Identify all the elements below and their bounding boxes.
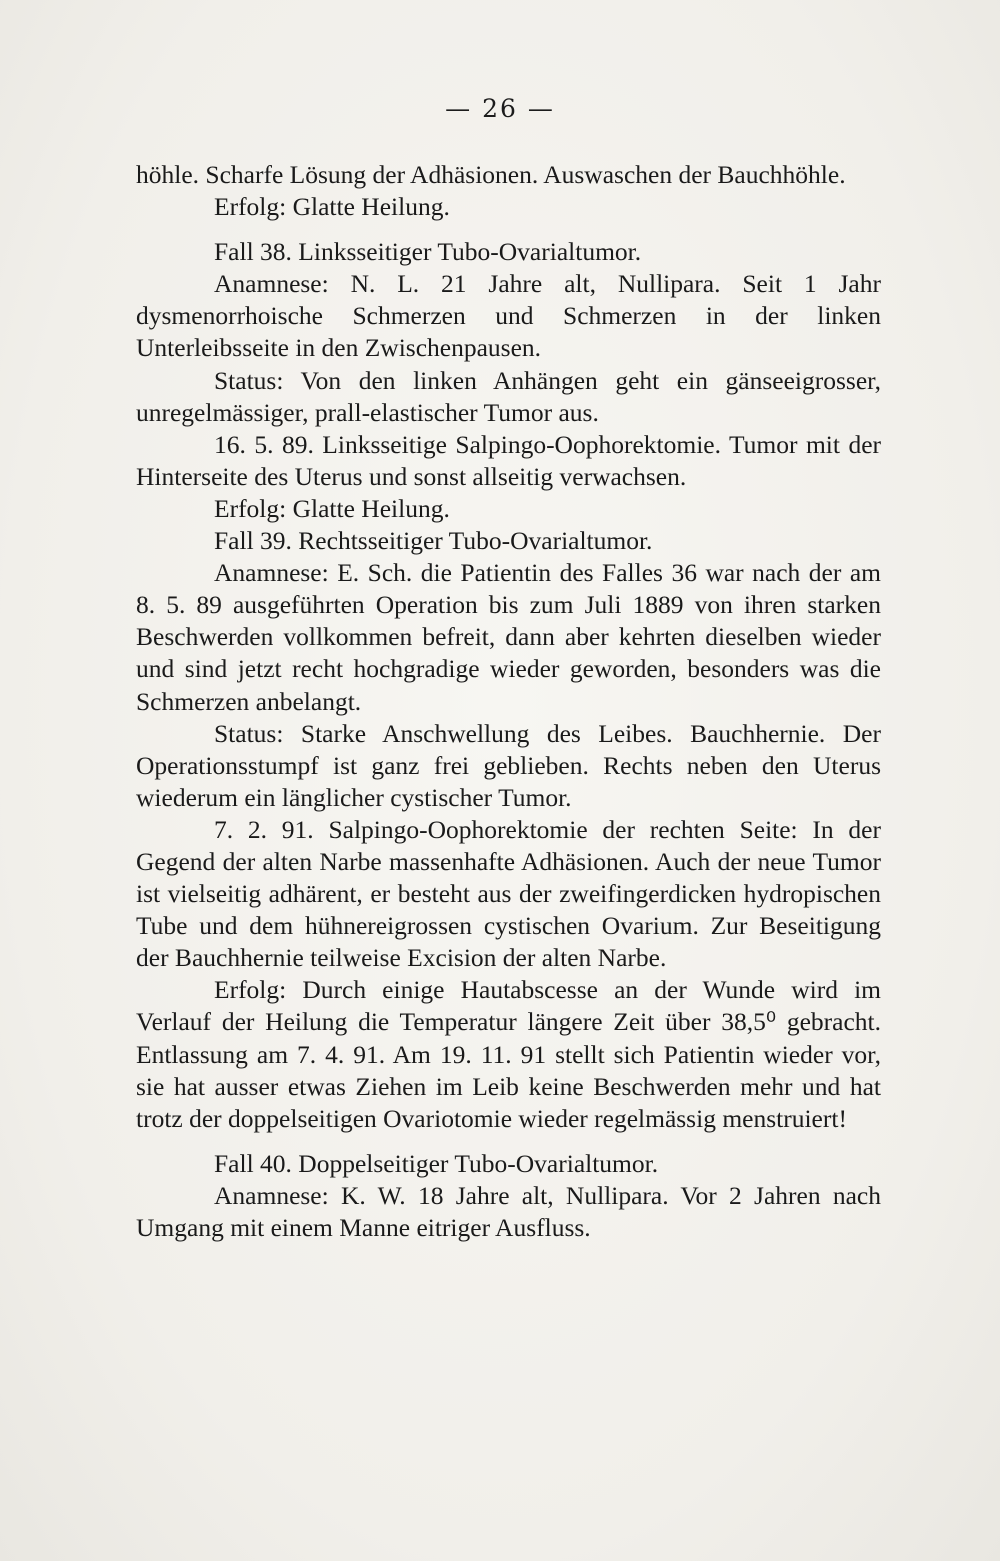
case-heading: Fall 40. Doppelseitiger Tubo-Ovarialtumor. bbox=[214, 1148, 659, 1178]
paragraph: 16. 5. 89. Linksseitige Salpingo-Oophorektomie. Tumor mit der Hinterseite des Uterus und sonst allseitig verwachsen. bbox=[136, 429, 881, 491]
page-number-header: — 26 — bbox=[445, 94, 555, 123]
paragraph: Erfolg: Glatte Heilung. bbox=[214, 192, 450, 222]
paragraph: Status: Starke Anschwellung des Leibes. Bauchhernie. Der Operationsstumpf ist ganz frei geblieben. Rechts neben den Uterus wiederum ein länglicher cystischer Tumor. bbox=[136, 718, 881, 812]
body-text bbox=[136, 159, 881, 1244]
paragraph: Anamnese: K. W. 18 Jahre alt, Nullipara. Vor 2 Jahren nach Umgang mit einem Manne eitriger Ausfluss. bbox=[136, 1180, 881, 1242]
paragraph: höhle. Scharfe Lösung der Adhäsionen. Auswaschen der Bauchhöhle. bbox=[136, 160, 846, 189]
paragraph: Erfolg: Durch einige Hautabscesse an der Wunde wird im Verlauf der Heilung die Temperatur längere Zeit über 38,5⁰ gebracht. Entlassung am 7. 4. 91. Am 19. 11. 91 stellt sich Patientin wieder vor, sie hat ausser etwas Ziehen im Leib keine Beschwerden mehr und hat trotz der doppelseitigen Ovariotomie wieder regelmässig menstruiert! bbox=[136, 975, 881, 1133]
paragraph: 7. 2. 91. Salpingo-Oophorektomie der rechten Seite: In der Gegend der alten Narbe massenhafte Adhäsionen. Auch der neue Tumor ist vielseitig adhärent, er besteht aus der zweifingerdicken hydropischen Tube und dem hühnereigrossen cystischen Ovarium. Zur Beseitigung der Bauchhernie teilweise Excision der alten Narbe. bbox=[136, 814, 881, 973]
paragraph: Anamnese: E. Sch. die Patientin des Falles 36 war nach der am 8. 5. 89 ausgeführten Operation bis zum Juli 1889 von ihren starken Beschwerden vollkommen befreit, dann aber kehrten dieselben wieder und sind jetzt recht hochgradige wieder geworden, besonders was die Schmerzen anbelangt. bbox=[136, 558, 881, 716]
case-heading: Fall 39. Rechtsseitiger Tubo-Ovarialtumor. bbox=[214, 526, 653, 556]
paragraph: Status: Von den linken Anhängen geht ein gänseeigrosser, unregelmässiger, prall-elastischer Tumor aus. bbox=[136, 365, 881, 427]
paragraph: Erfolg: Glatte Heilung. bbox=[214, 493, 450, 523]
case-heading: Fall 38. Linksseitiger Tubo-Ovarialtumor. bbox=[214, 237, 642, 267]
paragraph: Anamnese: N. L. 21 Jahre alt, Nullipara. Seit 1 Jahr dysmenorrhoische Schmerzen und Schmerzen in der linken Unterleibsseite in den Zwischenpausen. bbox=[136, 269, 881, 363]
